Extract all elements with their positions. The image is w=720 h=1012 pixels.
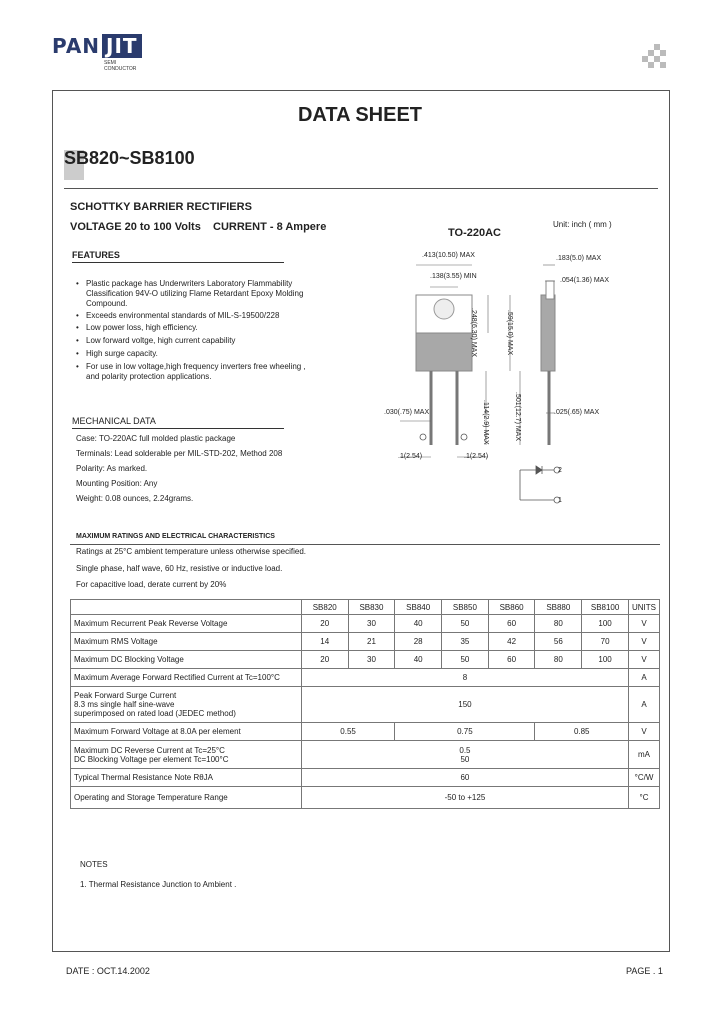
column-header: SB830 <box>348 600 395 615</box>
list-item: Mounting Position: Any <box>76 479 158 488</box>
column-header: SB850 <box>442 600 489 615</box>
column-header: SB8100 <box>582 600 629 615</box>
rating-note: For capacitive load, derate current by 20% <box>76 580 227 589</box>
voltage-current: VOLTAGE 20 to 100 Volts CURRENT - 8 Ampere <box>70 221 327 233</box>
list-item: • Low power loss, high efficiency. <box>76 323 306 333</box>
ratings-table <box>70 599 660 809</box>
rating-note: Single phase, half wave, 60 Hz, resistive or inductive load. <box>76 564 283 573</box>
list-item: • High surge capacity. <box>76 349 306 359</box>
list-item: • Plastic package has Underwriters Laboratory Flammability Classification 94V-O utilizing Flame Retardant Epoxy Molding Compound. <box>76 279 306 309</box>
part-number: SB820~SB8100 <box>64 148 195 168</box>
table-row: Maximum DC Blocking Voltage 20 30 40 50 60 80 100 V <box>71 651 660 669</box>
table-row: Maximum Average Forward Rectified Current at Tc=100°C 8 A <box>71 669 660 687</box>
table-row: Maximum DC Reverse Current at Tc=25°C DC Blocking Voltage per element Tc=100°C 0.5 50 mA <box>71 741 660 769</box>
page-title: DATA SHEET <box>297 104 423 126</box>
features-heading: FEATURES <box>72 250 284 263</box>
brand-subtitle: SEMI CONDUCTOR <box>104 60 137 72</box>
table-row: Peak Forward Surge Current 8.3 ms single half sine-wave superimposed on rated load (JEDEC method) 150 A <box>71 687 660 723</box>
dim-label: .248(6.30) MAX <box>470 308 477 358</box>
ratings-divider <box>70 544 660 545</box>
brand-logo <box>52 34 142 72</box>
dim-label: .413(10.50) MAX <box>422 252 475 259</box>
dim-label: .030(.75) MAX <box>384 409 430 416</box>
ratings-heading: MAXIMUM RATINGS AND ELECTRICAL CHARACTERISTICS <box>76 533 275 540</box>
title-divider <box>64 188 658 189</box>
features-list <box>64 279 306 382</box>
column-header: SB860 <box>488 600 535 615</box>
dim-label: .59(15.0) MAX <box>506 310 513 356</box>
dim-label: .054(1.36) MAX <box>560 277 610 284</box>
brand-name-right: JIT <box>102 34 142 58</box>
column-header: UNITS <box>629 600 660 615</box>
notes-heading: NOTES <box>80 860 108 869</box>
dim-label: .025(.65) MAX <box>554 409 600 416</box>
table-row: Operating and Storage Temperature Range -50 to +125 °C <box>71 787 660 809</box>
dim-label: .114(2.9) MAX <box>482 400 489 445</box>
list-item: Case: TO-220AC full molded plastic package <box>76 434 236 443</box>
mechanical-list <box>76 431 316 506</box>
dim-label: .1(2.54) <box>398 453 423 460</box>
pin-label: 1 <box>558 497 562 504</box>
list-item: Terminals: Lead solderable per MIL-STD-202, Method 208 <box>76 449 283 458</box>
note-item: 1. Thermal Resistance Junction to Ambient . <box>80 880 237 889</box>
table-row: Maximum Forward Voltage at 8.0A per element 0.55 0.75 0.85 V <box>71 723 660 741</box>
list-item: Weight: 0.08 ounces, 2.24grams. <box>76 494 194 503</box>
column-header: SB820 <box>301 600 348 615</box>
table-row: Typical Thermal Resistance Note RθJA 60 °C/W <box>71 769 660 787</box>
column-header: SB840 <box>395 600 442 615</box>
dim-label: .501(12.7) MAX <box>514 392 521 442</box>
dim-label: .1(2.54) <box>464 453 489 460</box>
footer-date: DATE : OCT.14.2002 <box>66 966 150 976</box>
table-row: Maximum Recurrent Peak Reverse Voltage 20 30 40 50 60 80 100 V <box>71 615 660 633</box>
list-item: Polarity: As marked. <box>76 464 148 473</box>
list-item: • Low forward voltge, high current capability <box>76 336 306 346</box>
list-item: • For use in low voltage,high frequency inverters free wheeling , and polarity protection applications. <box>76 362 306 382</box>
rating-note: Ratings at 25°C ambient temperature unless otherwise specified. <box>76 547 306 556</box>
table-row: Maximum RMS Voltage 14 21 28 35 42 56 70 V <box>71 633 660 651</box>
mechanical-heading: MECHANICAL DATA <box>72 416 284 429</box>
dim-label: .138(3.55) MIN <box>430 273 477 280</box>
footer-page: PAGE . 1 <box>626 966 663 976</box>
dim-label: .183(5.0) MAX <box>556 255 602 262</box>
brand-name-left: PAN <box>52 34 101 58</box>
pin-label: 2 <box>558 467 562 474</box>
table-header-row <box>71 600 660 615</box>
package-unit: Unit: inch ( mm ) <box>553 220 612 229</box>
corner-dots-decoration <box>636 44 666 74</box>
product-type: SCHOTTKY BARRIER RECTIFIERS <box>70 201 252 213</box>
package-name: TO-220AC <box>448 227 501 239</box>
list-item: • Exceeds environmental standards of MIL-S-19500/228 <box>76 311 306 321</box>
column-header: SB880 <box>535 600 582 615</box>
